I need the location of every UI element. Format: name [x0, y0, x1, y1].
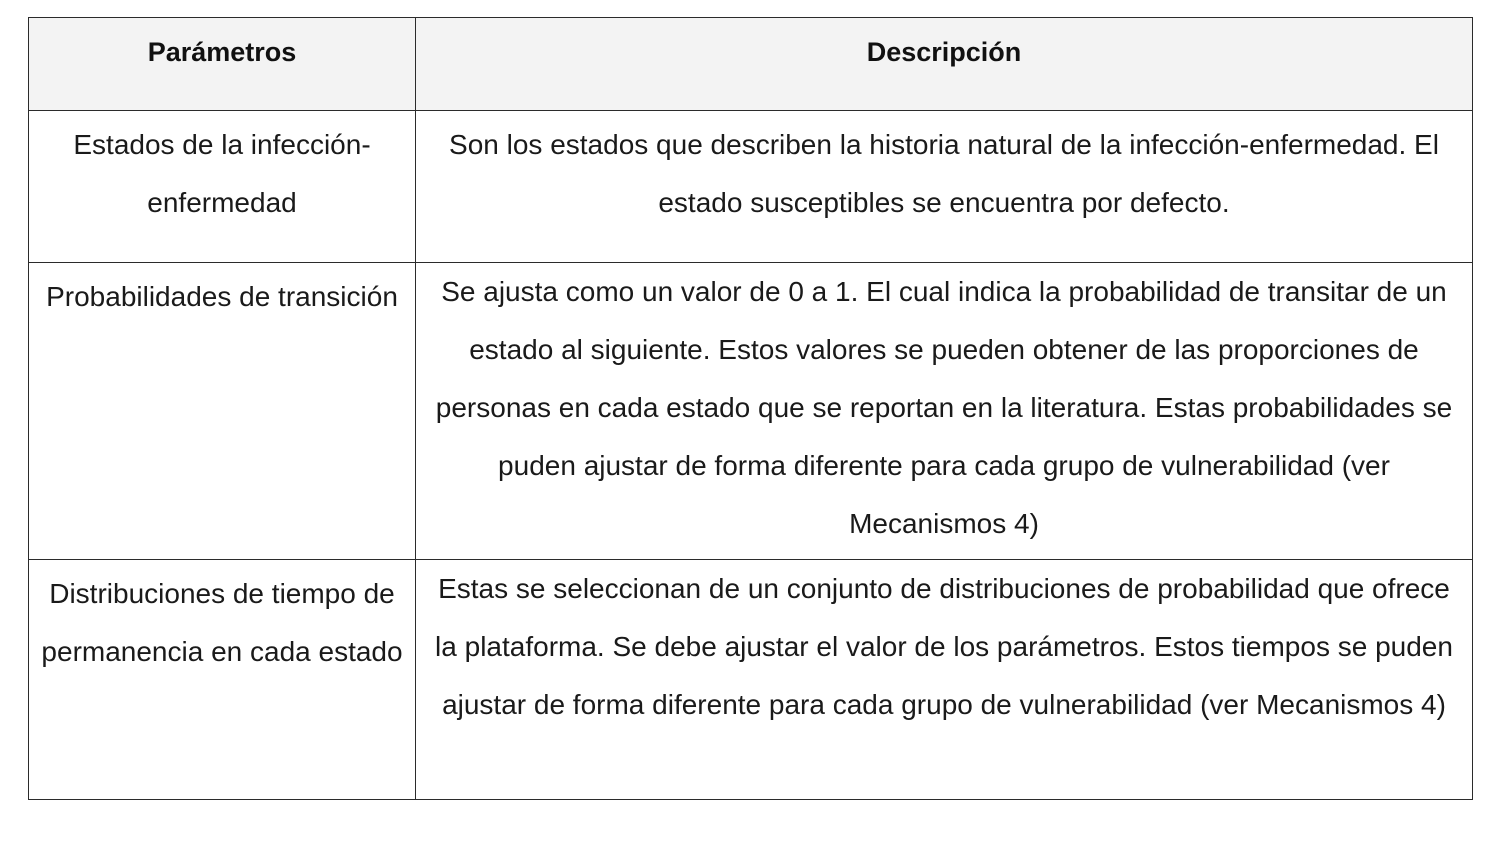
- header-parameters: Parámetros: [29, 18, 416, 111]
- parameter-cell: Probabilidades de transición: [29, 263, 416, 560]
- table-row: [29, 263, 1473, 560]
- table-row: [29, 111, 1473, 263]
- parameter-cell: Distribuciones de tiempo de permanencia en cada estado: [29, 560, 416, 800]
- table-header-row: [29, 18, 1473, 111]
- description-cell: Son los estados que describen la historia natural de la infección-enfermedad. El estado susceptibles se encuentra por defecto.: [416, 111, 1473, 263]
- table-row: [29, 560, 1473, 800]
- parameters-table: [28, 17, 1473, 800]
- description-cell: Se ajusta como un valor de 0 a 1. El cual indica la probabilidad de transitar de un estado al siguiente. Estos valores se pueden obtener de las proporciones de personas en cada estado que se reportan en la literatura. Estas probabilidades se puden ajustar de forma diferente para cada grupo de vulnerabilidad (ver Mecanismos 4): [416, 263, 1473, 560]
- header-description: Descripción: [416, 18, 1473, 111]
- parameter-cell: Estados de la infección-enfermedad: [29, 111, 416, 263]
- description-cell: Estas se seleccionan de un conjunto de distribuciones de probabilidad que ofrece la plataforma. Se debe ajustar el valor de los parámetros. Estos tiempos se puden ajustar de forma diferente para cada grupo de vulnerabilidad (ver Mecanismos 4): [416, 560, 1473, 800]
